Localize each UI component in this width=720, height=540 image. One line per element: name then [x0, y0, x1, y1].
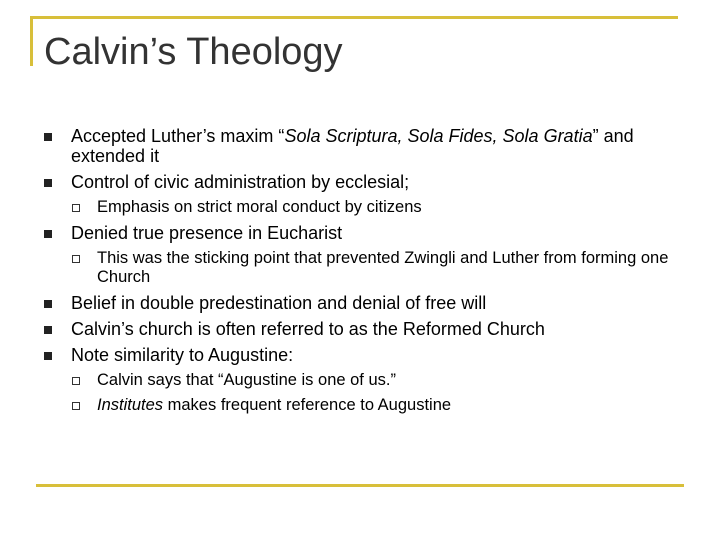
bullet-text [71, 319, 545, 339]
text-run: Belief in double predestination and denial of free will [71, 293, 487, 313]
text-run: Calvin says that “Augustine is one of us.” [97, 371, 396, 389]
top-rule [30, 16, 678, 19]
text-run: Calvin’s church is often referred to as the Reformed Church [71, 319, 545, 339]
bullet-list [0, 126, 720, 415]
text-run: Note similarity to Augustine: [71, 345, 294, 365]
bullet-text [97, 396, 451, 414]
square-bullet-icon [44, 133, 52, 141]
hollow-square-bullet-icon [72, 255, 80, 263]
hollow-square-bullet-icon [72, 377, 80, 385]
bottom-rule [36, 484, 684, 487]
bullet-text [97, 198, 422, 216]
text-run: ” and extended it [71, 126, 634, 166]
sub-bullet-item [0, 371, 687, 390]
left-rule [30, 16, 33, 66]
sub-bullet-item [0, 198, 687, 217]
bullet-text [97, 249, 668, 286]
text-run: Control of civic administration by ecclesial; [71, 172, 410, 192]
square-bullet-icon [44, 352, 52, 360]
square-bullet-icon [44, 230, 52, 238]
hollow-square-bullet-icon [72, 402, 80, 410]
square-bullet-icon [44, 300, 52, 308]
sub-bullet-item [0, 249, 687, 287]
text-run: Emphasis on strict moral conduct by citizens [97, 198, 422, 216]
sub-bullet-item [0, 396, 687, 415]
text-run: Denied true presence in Eucharist [71, 223, 343, 243]
square-bullet-icon [44, 326, 52, 334]
bullet-item [0, 172, 681, 192]
bullet-item [0, 293, 681, 313]
text-run: makes frequent reference to Augustine [163, 396, 452, 414]
bullet-text [71, 172, 409, 192]
bullet-item [0, 345, 681, 365]
italic-text: Sola Scriptura, Sola Fides, Sola Gratia [284, 126, 593, 146]
bullet-text [97, 371, 396, 389]
text-run: Accepted Luther’s maxim “ [71, 126, 285, 146]
square-bullet-icon [44, 179, 52, 187]
hollow-square-bullet-icon [72, 204, 80, 212]
bullet-text [71, 126, 634, 166]
bullet-text [71, 223, 342, 243]
bullet-text [71, 345, 293, 365]
bullet-item [0, 319, 681, 339]
slide-title: Calvin’s Theology [44, 31, 343, 73]
bullet-text [71, 293, 486, 313]
italic-text: Institutes [97, 396, 164, 414]
bullet-item [0, 126, 681, 166]
text-run: This was the sticking point that prevented Zwingli and Luther from forming one Church [97, 249, 669, 286]
bullet-item [0, 223, 681, 243]
